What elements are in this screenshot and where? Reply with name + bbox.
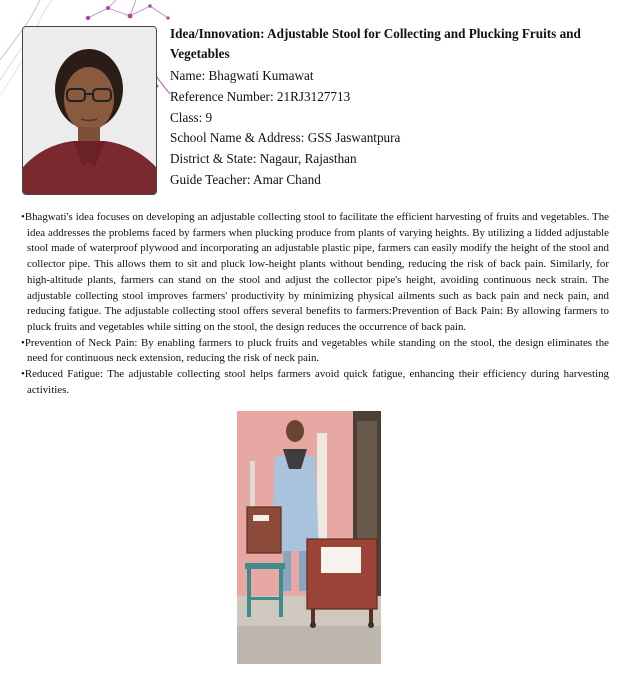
district-state: District & State: Nagaur, Rajasthan	[170, 151, 357, 167]
student-info	[170, 24, 610, 191]
guide-teacher: Guide Teacher: Amar Chand	[170, 171, 321, 187]
student-portrait	[22, 26, 157, 195]
student-name: Name: Bhagwati Kumawat	[170, 68, 314, 83]
idea-description	[21, 210, 609, 398]
reference-number: Reference Number: 21RJ3127713	[170, 88, 351, 104]
idea-title: Idea/Innovation: Adjustable Stool for Collecting and Plucking Fruits and Vegetables	[170, 26, 581, 61]
school-name-address: School Name & Address: GSS Jaswantpura	[170, 130, 401, 146]
bullet-reduced-fatigue: •Reduced Fatigue: The adjustable collecting stool helps farmers avoid quick fatigue, enhancing their efficiency during harvesting activities.	[21, 368, 609, 396]
student-with-stool-photo	[237, 411, 381, 664]
student-class: Class: 9	[170, 109, 213, 125]
bullet-idea-summary: •Bhagwati's idea focuses on developing an adjustable collecting stool to facilitate the efficient harvesting of fruits and vegetables. The idea addresses the problems faced by farmers when plucking produce from plants of varying heights. By utilizing a lidded adjustable stool made of waterproof plywood and incorporating an adjustable plastic pipe, farmers can easily modify the height of the stool and collector pipe. This allows them to sit and pluck low-height plants without bending, reducing the risk of back pain. Similarly, for high-altitude plants, farmers can stand on the stool and adjust the collector pipe's height, avoiding continuous neck strain. The adjustable collecting stool improves farmers' productivity by minimizing physical ailments such as back pain and neck pain, and reducing fatigue. The adjustable collecting stool offers several benefits to farmers:Prevention of Back Pain: By allowing farmers to pluck fruits and vegetables while sitting on the stool, the design reduces the occurrence of back pain.	[21, 211, 609, 333]
product-photo-image	[237, 411, 381, 664]
portrait-image	[23, 27, 156, 194]
bullet-neck-pain: •Prevention of Neck Pain: By enabling farmers to pluck fruits and vegetables while standing on the stool, the design eliminates the need for continuous neck extension, reducing the risk of neck pain.	[21, 336, 609, 365]
